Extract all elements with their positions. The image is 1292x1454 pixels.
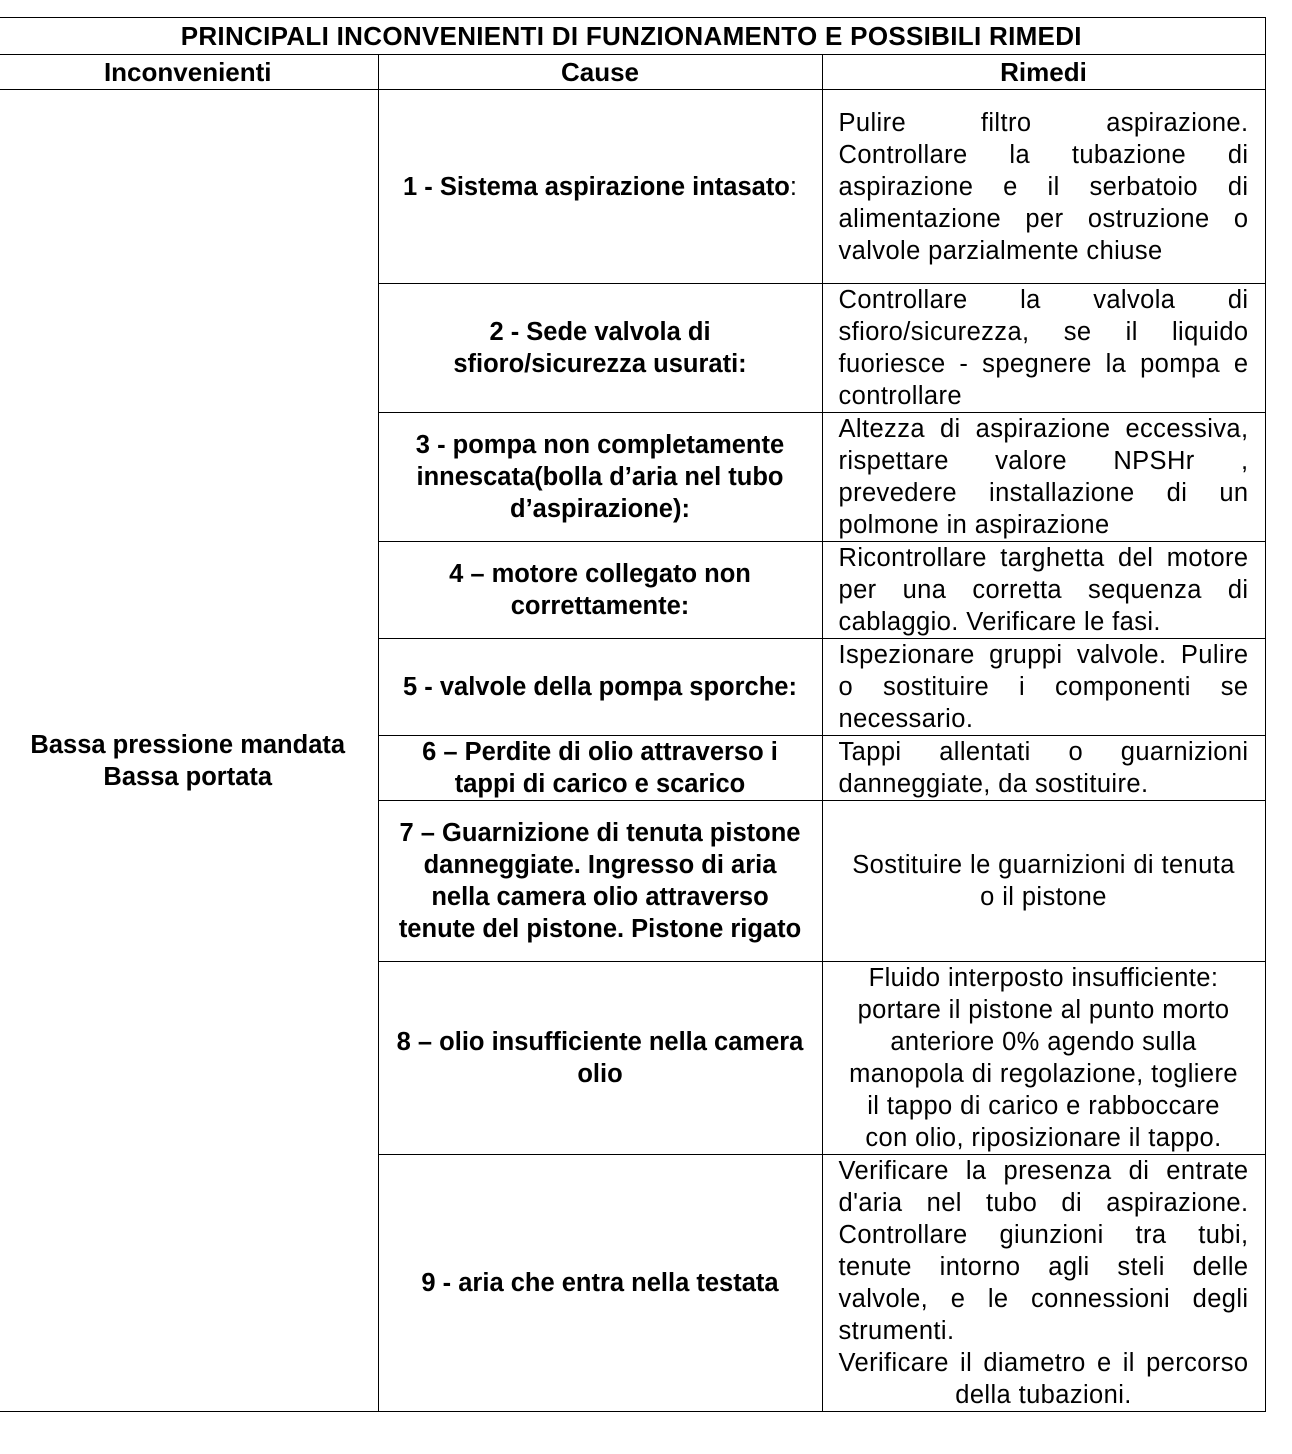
remedy-line: fuoriesce - spegnere la pompa e <box>838 350 1249 378</box>
remedy-line: Verificare il diametro e il percorso <box>838 1349 1249 1377</box>
remedy-line: o il pistone <box>980 883 1107 911</box>
remedy-line: Ispezionare gruppi valvole. Pulire <box>838 641 1249 669</box>
remedy-line: Fluido interposto insufficiente: <box>868 964 1219 992</box>
remedy-line: Tappi allentati o guarnizioni <box>838 738 1249 766</box>
remedy-cell <box>822 801 1265 962</box>
remedy-line: anteriore 0% agendo sulla <box>890 1028 1197 1056</box>
cause-cell: 4 – motore collegato non correttamente: <box>378 542 822 639</box>
remedy-line: Controllare la tubazione di <box>838 140 1249 169</box>
cause-cell: 2 - Sede valvola di sfioro/sicurezza usurati: <box>378 284 822 413</box>
cause-cell: 7 – Guarnizione di tenuta pistone danneggiate. Ingresso di aria nella camera olio attraverso tenute del pistone. Pistone rigato <box>378 801 822 962</box>
remedy-line: Controllare giunzioni tra tubi, <box>838 1221 1249 1249</box>
remedy-line: sfioro/sicurezza, se il liquido <box>838 318 1249 346</box>
cause-cell: 8 – olio insufficiente nella camera olio <box>378 962 822 1155</box>
remedy-line: alimentazione per ostruzione o <box>838 204 1249 233</box>
header-issues: Inconvenienti <box>0 55 378 90</box>
remedy-line: Altezza di aspirazione eccessiva, <box>838 415 1249 443</box>
cause-cell: 9 - aria che entra nella testata <box>378 1155 822 1412</box>
remedy-line: Verificare la presenza di entrate <box>838 1157 1249 1185</box>
troubleshooting-table <box>0 17 1266 1412</box>
remedy-cell <box>822 736 1265 801</box>
remedy-line: valvole, e le connessioni degli <box>838 1285 1249 1313</box>
header-row <box>0 55 1265 90</box>
remedy-line: polmone in aspirazione <box>838 511 1110 539</box>
remedy-line: Pulire filtro aspirazione. <box>838 108 1249 137</box>
troubleshooting-document <box>0 17 1265 1412</box>
remedy-line: con olio, riposizionare il tappo. <box>865 1124 1222 1152</box>
remedy-line: rispettare valore NPSHr , <box>838 447 1249 475</box>
issue-line-2: Bassa portata <box>103 762 273 791</box>
cause-cell: 5 - valvole della pompa sporche: <box>378 639 822 736</box>
issue-cell <box>0 90 378 1412</box>
remedy-line: tenute intorno agli steli delle <box>838 1253 1249 1281</box>
remedy-cell <box>822 962 1265 1155</box>
remedy-line: Ricontrollare targhetta del motore <box>838 544 1249 572</box>
remedy-cell <box>822 542 1265 639</box>
remedy-line: manopola di regolazione, togliere <box>849 1060 1238 1088</box>
remedy-cell <box>822 639 1265 736</box>
issue-line-1: Bassa pressione mandata <box>30 730 346 759</box>
remedy-line: controllare <box>838 382 962 410</box>
header-causes: Cause <box>378 55 822 90</box>
cause-cell: 6 – Perdite di olio attraverso i tappi di carico e scarico <box>378 736 822 801</box>
cause-text: 1 - Sistema aspirazione intasato <box>403 172 790 201</box>
remedy-cell <box>822 413 1265 542</box>
remedy-line: cablaggio. Verificare le fasi. <box>838 608 1161 636</box>
remedy-line: strumenti. <box>838 1317 955 1345</box>
remedy-line: o sostituire i componenti se <box>838 673 1249 701</box>
remedy-line: prevedere installazione di un <box>838 479 1249 507</box>
remedy-line: Sostituire le guarnizioni di tenuta <box>852 851 1235 879</box>
remedy-cell <box>822 1155 1265 1412</box>
remedy-line: danneggiate, da sostituire. <box>838 770 1149 798</box>
remedy-line: per una corretta sequenza di <box>838 576 1249 604</box>
cause-cell: 3 - pompa non completamente innescata(bolla d’aria nel tubo d’aspirazione): <box>378 413 822 542</box>
remedy-line: il tappo di carico e rabboccare <box>867 1092 1220 1120</box>
header-remedies: Rimedi <box>822 55 1265 90</box>
cause-suffix: : <box>789 172 797 201</box>
remedy-cell <box>822 90 1265 284</box>
remedy-line: della tubazioni. <box>955 1381 1132 1409</box>
remedy-line: valvole parzialmente chiuse <box>838 236 1163 265</box>
remedy-cell <box>822 284 1265 413</box>
table-row <box>0 90 1265 284</box>
title-row <box>0 18 1265 55</box>
remedy-line: Controllare la valvola di <box>838 286 1249 314</box>
cause-cell <box>378 90 822 284</box>
remedy-line: aspirazione e il serbatoio di <box>838 172 1249 201</box>
remedy-line: necessario. <box>838 705 974 733</box>
table-title: PRINCIPALI INCONVENIENTI DI FUNZIONAMENTO E POSSIBILI RIMEDI <box>0 18 1265 55</box>
remedy-line: portare il pistone al punto morto <box>857 996 1230 1024</box>
remedy-line: d'aria nel tubo di aspirazione. <box>838 1189 1249 1217</box>
